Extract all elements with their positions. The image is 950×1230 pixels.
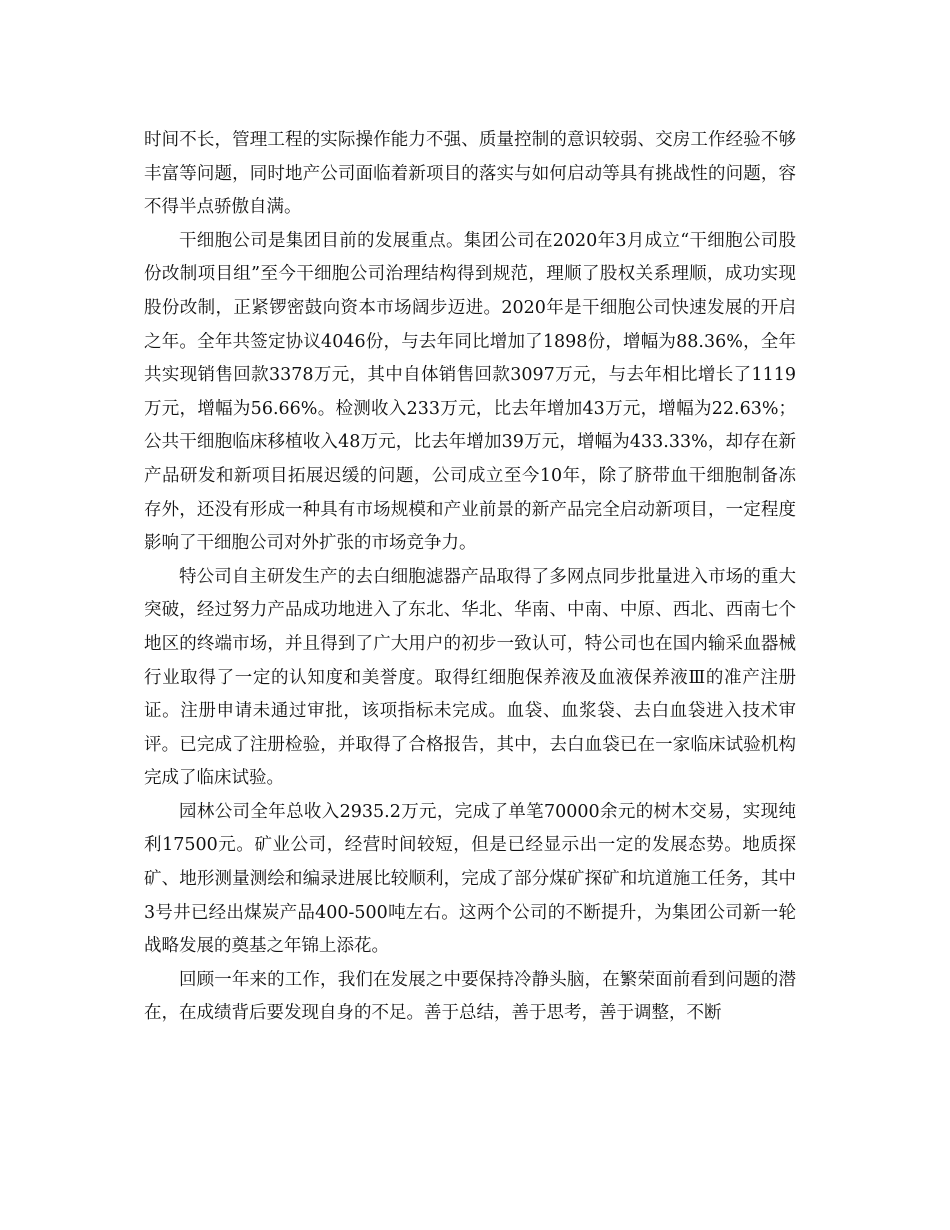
paragraph-3: 特公司自主研发生产的去白细胞滤器产品取得了多网点同步批量进入市场的重大突破，经过努力产品成功地进入了东北、华北、华南、中南、中原、西北、西南七个地区的终端市场，并且得到了广大用户的初步一致认可，特公司也在国内输采血器械行业取得了一定的认知度和美誉度。取得红细胞保养液及血液保养液Ⅲ的准产注册证。注册申请未通过审批，该项指标未完成。血袋、血浆袋、去白血袋进入技术审评。已完成了注册检验，并取得了合格报告，其中，去白血袋已在一家临床试验机构完成了临床试验。	[144, 566, 796, 789]
paragraph-1: 时间不长，管理工程的实际操作能力不强、质量控制的意识较弱、交房工作经验不够丰富等问题，同时地产公司面临着新项目的落实与如何启动等具有挑战性的问题，容不得半点骄傲自满。	[144, 130, 796, 218]
paragraph-5: 回顾一年来的工作，我们在发展之中要保持冷静头脑，在繁荣面前看到问题的潜在，在成绩背后要发现自身的不足。善于总结，善于思考，善于调整，不断	[144, 969, 796, 1024]
paragraph-2: 干细胞公司是集团目前的发展重点。集团公司在2020年3月成立“干细胞公司股份改制项目组”至今干细胞公司治理结构得到规范，理顺了股权关系理顺，成功实现股份改制，正紧锣密鼓向资本市场阔步迈进。2020年是干细胞公司快速发展的开启之年。全年共签定协议4046份，与去年同比增加了1898份，增幅为88.36%，全年共实现销售回款3378万元，其中自体销售回款3097万元，与去年相比增长了1119万元，增幅为56.66%。检测收入233万元，比去年增加43万元，增幅为22.63%；公共干细胞临床移植收入48万元，比去年增加39万元，增幅为433.33%，却存在新产品研发和新项目拓展迟缓的问题，公司成立至今10年，除了脐带血干细胞制备冻存外，还没有形成一种具有市场规模和产业前景的新产品完全启动新项目，一定程度影响了干细胞公司对外扩张的市场竞争力。	[144, 230, 796, 554]
paragraph-4: 园林公司全年总收入2935.2万元，完成了单笔70000余元的树木交易，实现纯利17500元。矿业公司，经营时间较短，但是已经显示出一定的发展态势。地质探矿、地形测量测绘和编录进展比较顺利，完成了部分煤矿探矿和坑道施工任务，其中3号井已经出煤炭产品400-500吨左右。这两个公司的不断提升，为集团公司新一轮战略发展的奠基之年锦上添花。	[144, 801, 796, 957]
document-body	[144, 124, 796, 1031]
